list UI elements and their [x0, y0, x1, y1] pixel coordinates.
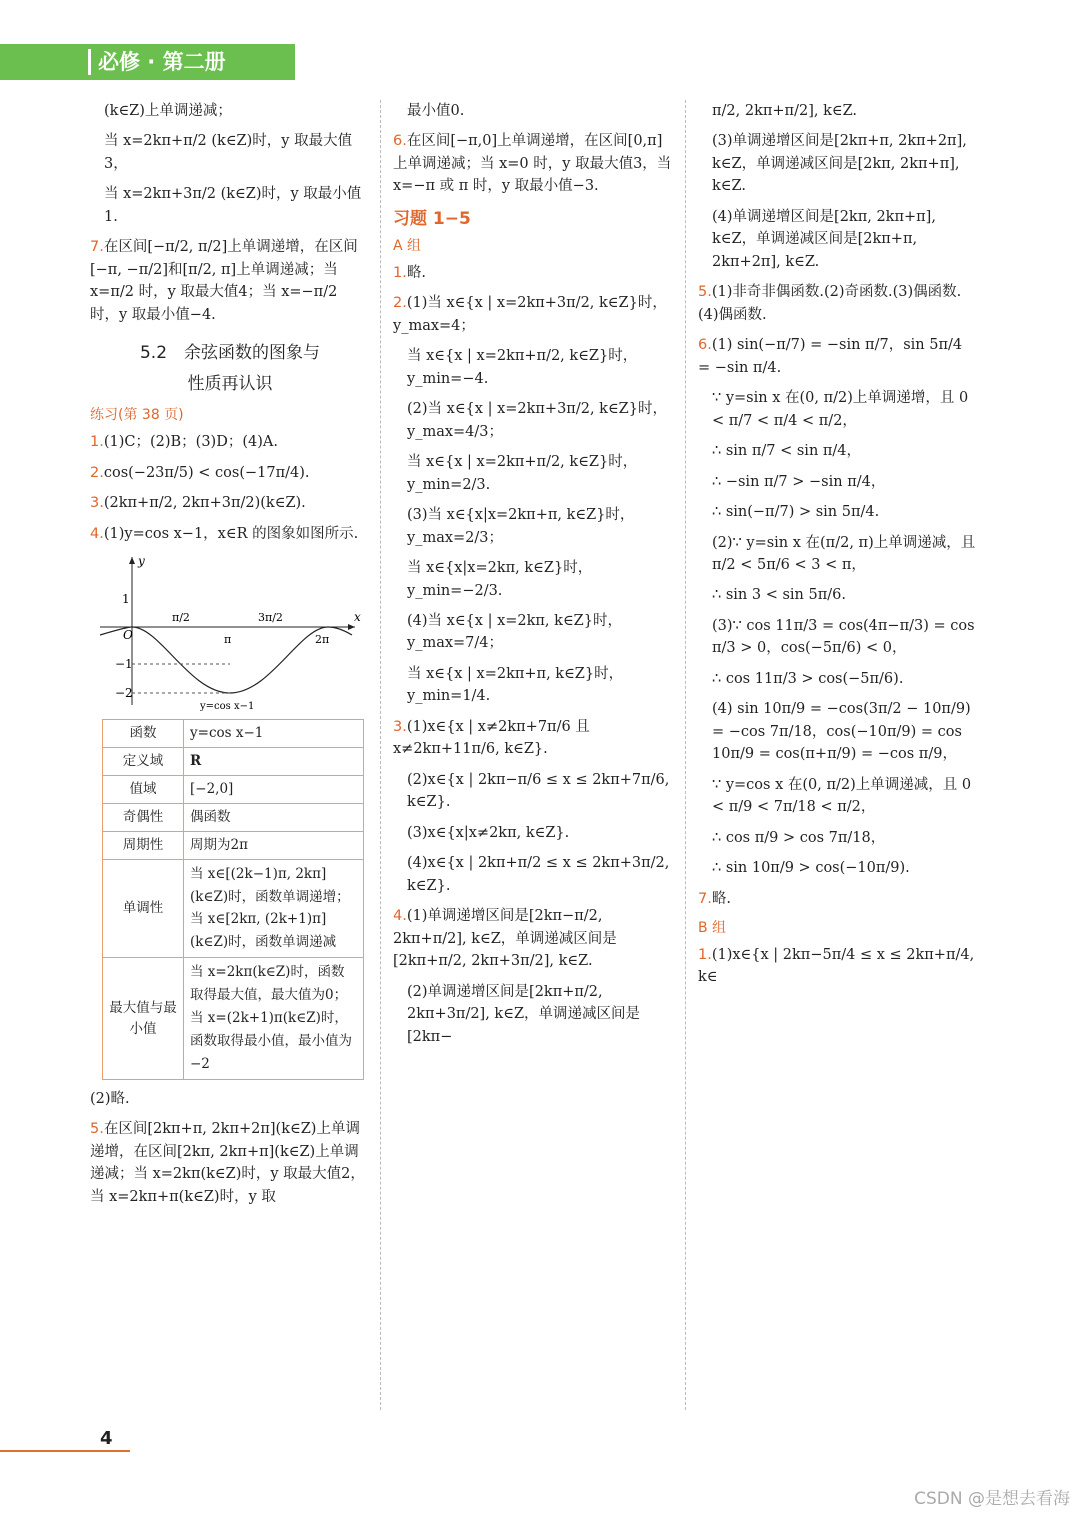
table-key: 最大值与最小值	[103, 958, 184, 1080]
text-line: (3)当 x∈{x|x=2kπ+π, k∈Z}时，y_max=2/3；	[407, 507, 635, 546]
practice-1	[90, 431, 370, 453]
answer-number: 3.	[393, 718, 407, 735]
practice-heading: 练习(第 38 页)	[90, 407, 184, 424]
exercise-a3	[393, 716, 673, 761]
practice-2	[90, 462, 370, 484]
tick-minus-2: −2	[115, 685, 133, 700]
answer-number: 5.	[90, 1121, 104, 1138]
text-line: ∴ sin(−π/7) > sin 5π/4.	[712, 504, 880, 521]
cosine-graph-svg	[90, 553, 360, 713]
text-line: (2)当 x∈{x | x=2kπ+3π/2, k∈Z}时，y_max=4/3；	[407, 401, 667, 440]
answer-text: 在区间[−π,0]上单调递增，在区间[0,π]上单调递减；当 x=0 时，y 取最大值3，当 x=−π 或 π 时，y 取最小值−3.	[393, 133, 672, 195]
answer-number: 5.	[698, 284, 712, 301]
x-axis-label: x	[354, 609, 361, 624]
text-line: (4) sin 10π/9 = −cos(3π/2 − 10π/9) = −cos 7π/18，cos(−10π/9) = cos 10π/9 = cos(π+π/9) = −cos π/9，	[712, 701, 971, 763]
table-key: 定义域	[103, 747, 184, 775]
table-row	[103, 719, 364, 747]
section-title	[90, 338, 370, 399]
column-1	[90, 100, 370, 1216]
answer-number: 6.	[698, 337, 712, 354]
answer-number: 6.	[393, 133, 407, 150]
answer-text: 在区间[−π/2, π/2]上单调递增，在区间[−π, −π/2]和[π/2, π]上单调递减；当 x=π/2 时，y 取最大值4；当 x=−π/2 时，y 取最小值−4.	[90, 239, 358, 323]
answer-text: (2kπ+π/2, 2kπ+3π/2)(k∈Z).	[103, 495, 306, 512]
answer-number: 4.	[393, 908, 407, 925]
tick-minus-1: −1	[115, 656, 133, 671]
text-line: 当 x=2kπ+π/2 (k∈Z)时，y 取最大值3，	[104, 133, 353, 172]
exercise-b1	[698, 944, 978, 989]
text-line: (k∈Z)上单调递减；	[104, 103, 232, 119]
exercise-a7	[698, 888, 978, 910]
table-value: 周期为2π	[184, 831, 364, 859]
text-line: (3)单调递增区间是[2kπ+π, 2kπ+2π], k∈Z，单调递减区间是[2kπ, 2kπ+π], k∈Z.	[712, 133, 967, 195]
exercise-a5	[698, 281, 978, 326]
cosine-graph	[90, 553, 360, 713]
tick-2pi: 2π	[315, 632, 330, 646]
table-key: 函数	[103, 719, 184, 747]
practice-3	[90, 492, 370, 514]
exercise-heading: 习题 1−5	[393, 208, 471, 229]
answer-text: (1)单调递增区间是[2kπ−π/2, 2kπ+π/2], k∈Z，单调递减区间是[2kπ+π/2, 2kπ+3π/2], k∈Z.	[393, 908, 617, 970]
text-line: (4)单调递增区间是[2kπ, 2kπ+π], k∈Z，单调递减区间是[2kπ+π, 2kπ+2π], k∈Z.	[712, 208, 936, 270]
group-b-heading: B 组	[698, 920, 727, 937]
answer-text: (1)x∈{x | 2kπ−5π/4 ≤ x ≤ 2kπ+π/4, k∈	[698, 946, 975, 986]
tick-3pi-over-2: 3π/2	[258, 610, 283, 624]
practice-5	[90, 1118, 370, 1208]
text-line: (3)∵ cos 11π/3 = cos(4π−π/3) = cos π/3 > 0，cos(−5π/6) < 0，	[712, 617, 975, 657]
text-line: 当 x=2kπ+3π/2 (k∈Z)时，y 取最小值1.	[104, 186, 362, 225]
tick-pi: π	[224, 632, 232, 646]
table-row	[103, 831, 364, 859]
answer-text: (1) sin(−π/7) = −sin π/7，sin 5π/4 = −sin π/4.	[698, 337, 963, 376]
y-axis-arrow	[129, 557, 135, 564]
y-axis-label: y	[138, 553, 145, 568]
answer-text: (1)当 x∈{x | x=2kπ+3π/2, k∈Z}时，y_max=4；	[393, 295, 667, 334]
section-title-line-1: 5.2 余弦函数的图象与	[139, 343, 321, 364]
answer-number: 2.	[393, 295, 407, 312]
exercise-a1	[393, 262, 673, 284]
answer-number: 2.	[90, 464, 104, 481]
exercise-a4	[393, 905, 673, 972]
text-line: 最小值0.	[407, 103, 465, 119]
answer-text: (1)非奇非偶函数.(2)奇函数.(3)偶函数.(4)偶函数.	[698, 284, 962, 323]
answer-text: (1)C；(2)B；(3)D；(4)A.	[103, 434, 278, 451]
answer-number: 1.	[393, 264, 407, 281]
text-line: π/2, 2kπ+π/2], k∈Z.	[712, 103, 858, 119]
answer-number: 1.	[698, 946, 712, 963]
text-line: ∴ cos π/9 > cos 7π/18，	[712, 829, 886, 846]
answer-text: (1)x∈{x | x≠2kπ+7π/6 且 x≠2kπ+11π/6, k∈Z}.	[393, 718, 590, 758]
tick-pi-over-2: π/2	[172, 610, 190, 624]
text-line: ∴ −sin π/7 > −sin π/4，	[712, 473, 886, 490]
table-key: 单调性	[103, 859, 184, 958]
table-key: 奇偶性	[103, 803, 184, 831]
column-2	[393, 100, 673, 1056]
watermark: CSDN @是想去看海	[914, 1489, 1070, 1509]
table-row	[103, 775, 364, 803]
column-3	[698, 100, 978, 997]
table-value: 偶函数	[184, 803, 364, 831]
text-line: (4)x∈{x | 2kπ+π/2 ≤ x ≤ 2kπ+3π/2, k∈Z}.	[407, 855, 670, 894]
answer-number: 7.	[698, 890, 712, 907]
text-line: ∵ y=sin x 在(0, π/2)上单调递增，且 0 < π/7 < π/4 < π/2，	[712, 390, 969, 429]
tick-1: 1	[122, 591, 130, 606]
table-row	[103, 803, 364, 831]
group-a-heading: A 组	[393, 238, 422, 255]
property-table	[102, 719, 364, 1080]
text-line: ∵ y=cos x 在(0, π/2)上单调递减，且 0 < π/9 < 7π/18 < π/2，	[712, 776, 972, 816]
answer-text: cos(−23π/5) < cos(−17π/4).	[103, 464, 310, 481]
table-value: 当 x=2kπ(k∈Z)时，函数取得最大值，最大值为0；当 x=(2k+1)π(k∈Z)时，函数取得最小值，最小值为−2	[184, 958, 364, 1080]
table-key: 值域	[103, 775, 184, 803]
practice-6	[393, 130, 673, 197]
text-line: 当 x∈{x|x=2kπ, k∈Z}时，y_min=−2/3.	[407, 560, 593, 599]
answer-text: (1)y=cos x−1，x∈R 的图象如图所示.	[103, 525, 359, 542]
table-key: 周期性	[103, 831, 184, 859]
graph-caption: y=cos x−1	[200, 700, 255, 712]
text-line: (2)略.	[90, 1091, 130, 1108]
answer-number: 4.	[90, 525, 104, 542]
text-line: 当 x∈{x | x=2kπ+π/2, k∈Z}时，y_min=2/3.	[407, 454, 638, 493]
text-line: (2)∵ y=sin x 在(π/2, π)上单调递减，且 π/2 < 5π/6 < 3 < π，	[712, 534, 976, 573]
practice-4	[90, 523, 370, 545]
table-value: R	[184, 747, 364, 775]
table-row	[103, 859, 364, 958]
table-row	[103, 747, 364, 775]
table-value: [−2,0]	[184, 775, 364, 803]
text-line: ∴ sin 3 < sin 5π/6.	[712, 587, 846, 604]
table-value: y=cos x−1	[184, 719, 364, 747]
text-line: (3)x∈{x|x≠2kπ, k∈Z}.	[407, 824, 570, 841]
text-line: (2)单调递增区间是[2kπ+π/2, 2kπ+3π/2], k∈Z，单调递减区间是[2kπ−	[407, 983, 641, 1045]
table-value: 当 x∈[(2k−1)π, 2kπ](k∈Z)时，函数单调递增；当 x∈[2kπ, (2k+1)π](k∈Z)时，函数单调递减	[184, 859, 364, 958]
table-row	[103, 958, 364, 1080]
text-line: ∴ cos 11π/3 > cos(−5π/6).	[712, 670, 904, 687]
x-axis-arrow	[348, 624, 355, 630]
exercise-a2	[393, 292, 673, 337]
footer-line	[0, 1450, 130, 1452]
answer-number: 7.	[90, 239, 104, 256]
text-line: 当 x∈{x | x=2kπ+π, k∈Z}时，y_min=1/4.	[407, 665, 624, 705]
answer-text: 在区间[2kπ+π, 2kπ+2π](k∈Z)上单调递增，在区间[2kπ, 2kπ+π](k∈Z)上单调递减；当 x=2kπ(k∈Z)时，y 取最大值2，当 x=2kπ+π(k∈Z)时，y 取	[90, 1121, 365, 1205]
column-divider-2	[685, 100, 686, 1410]
header-title: 必修 · 第二册	[98, 50, 226, 74]
book-header	[0, 44, 295, 80]
exercise-a6	[698, 334, 978, 379]
text-line: (4)当 x∈{x | x=2kπ, k∈Z}时，y_max=7/4；	[407, 613, 622, 652]
page-number: 4	[100, 1428, 113, 1449]
answer-text: 略.	[406, 264, 426, 281]
answer-number: 3.	[90, 495, 104, 512]
section-title-line-2: 性质再认识	[187, 373, 273, 394]
header-divider	[88, 49, 91, 75]
text-line: ∴ sin 10π/9 > cos(−10π/9).	[712, 860, 910, 877]
text-line: (2)x∈{x | 2kπ−π/6 ≤ x ≤ 2kπ+7π/6, k∈Z}.	[407, 771, 670, 811]
origin-label: O	[123, 627, 133, 642]
text-line: ∴ sin π/7 < sin π/4，	[712, 443, 862, 460]
column-divider-1	[380, 100, 381, 1410]
answer-7	[90, 236, 370, 326]
answer-number: 1.	[90, 434, 104, 451]
answer-text: 略.	[711, 890, 731, 907]
text-line: 当 x∈{x | x=2kπ+π/2, k∈Z}时，y_min=−4.	[407, 348, 638, 387]
